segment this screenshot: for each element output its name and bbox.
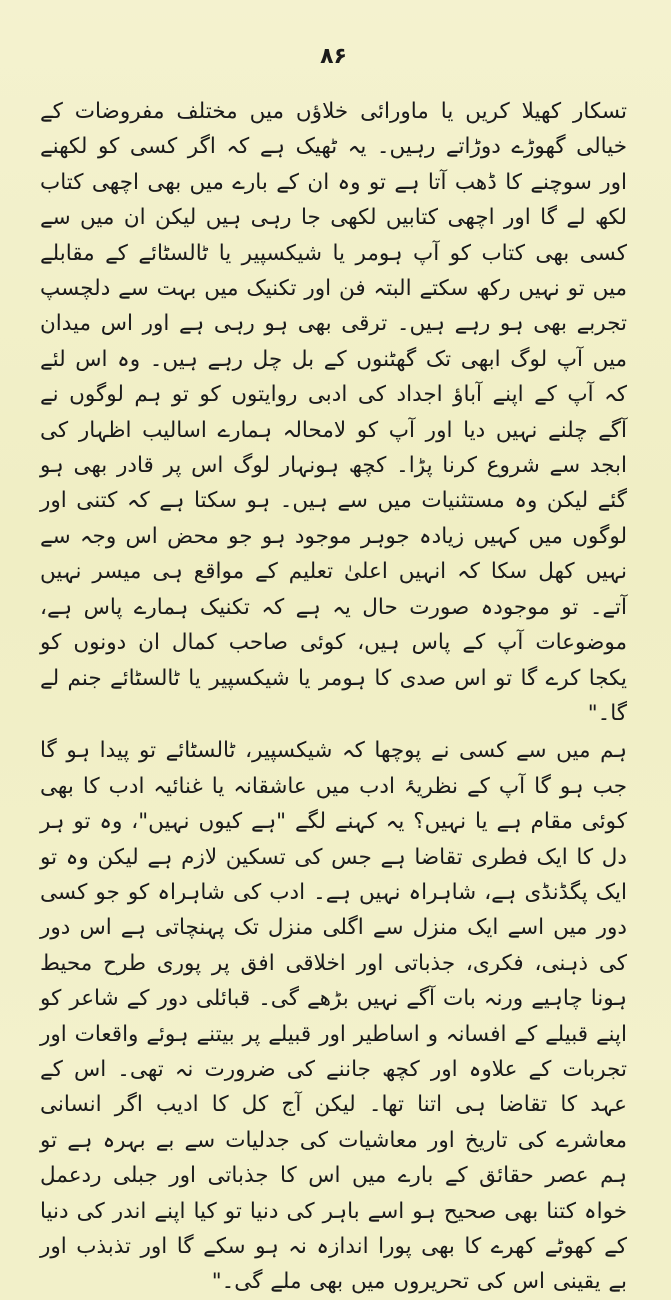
paragraph-2: ہم میں سے کسی نے پوچھا کہ شیکسپیر، ٹالسٹائے تو پیدا ہو گا جب ہو گا آپ کے نظریۂ ادب میں عاشقانہ یا غنائیہ ادب کا بھی کوئی مقام ہے یا نہیں؟ یہ کہنے لگے "ہے کیوں نہیں"، وہ تو ہر دل کا ایک فطری تقاضا ہے جس کی تسکین لازم ہے لیکن وہ تو ایک پگڈنڈی ہے، شاہراہ نہیں ہے۔ ادب کی شاہراہ کو جو کسی دور میں اسے ایک منزل سے اگلی منزل تک پہنچاتی ہے اس دور کی ذہنی، فکری، جذباتی اور اخلاقی افق پر پوری طرح محیط ہونا چاہیے ورنہ بات آگے نہیں بڑھے گی۔ قبائلی دور کے شاعر کو اپنے قبیلے کے افسانہ و اساطیر اور قبیلے پر بیتنے ہوئے واقعات اور تجربات کے علاوہ اور کچھ جاننے کی ضرورت نہ تھی۔ اس کے عہد کا تقاضا ہی اتنا تھا۔ لیکن آج کل کا ادیب اگر انسانی معاشرے کی تاریخ اور معاشیات کی جدلیات سے بے بہرہ ہے تو ہم عصر حقائق کے بارے میں اس کا جذباتی اور جبلی ردعمل خواہ کتنا بھی صحیح ہو اسے باہر کی دنیا تو کیا اپنے اندر کی دنیا کے کھوٹے کھرے کا بھی پورا اندازہ نہ ہو سکے گا اور تذبذب اور بے یقینی اس کی تحریروں میں بھی ملے گی۔" — [40, 738, 627, 1295]
body-text — [40, 94, 627, 1300]
paragraph-1: تسکار کھیلا کریں یا ماورائی خلاؤں میں مختلف مفروضات کے خیالی گھوڑے دوڑاتے رہیں۔ یہ ٹھیک ہے کہ اگر کسی کو لکھنے اور سوچنے کا ڈھب آتا ہے تو وہ ان کے بارے میں بھی اچھی کتاب لکھ لے گا اور اچھی کتابیں لکھی جا رہی ہیں لیکن ان میں سے کسی بھی کتاب کو آپ ہومر یا شیکسپیر یا ٹالسٹائے کے مقابلے میں تو نہیں رکھ سکتے البتہ فن اور تکنیک میں بہت سے دلچسپ تجربے بھی ہو رہے ہیں۔ ترقی بھی ہو رہی ہے اور اس میدان میں آپ لوگ ابھی تک گھٹنوں کے بل چل رہے ہیں۔ وہ اس لئے کہ آپ کے اپنے آباؤ اجداد کی ادبی روایتوں کو تو ہم لوگوں نے آگے چلنے نہیں دیا اور آپ کو لامحالہ ہمارے اسالیب اظہار کی ابجد سے شروع کرنا پڑا۔ کچھ ہونہار لوگ اس پر قادر بھی ہو گئے لیکن وہ مستثنیات میں سے ہیں۔ ہو سکتا ہے کہ کتنی اور لوگوں میں کہیں زیادہ جوہر موجود ہو جو محض اس وجہ سے نہیں کھل سکا کہ انہیں اعلیٰ تعلیم کے مواقع ہی میسر نہیں آتے۔ تو موجودہ صورت حال یہ ہے کہ تکنیک ہمارے پاس ہے، موضوعات آپ کے پاس ہیں، کوئی صاحب کمال ان دونوں کو یکجا کرے گا تو اس صدی کا ہومر یا شیکسپیر یا ٹالسٹائے جنم لے گا۔" — [40, 99, 627, 726]
page-number: ۸۶ — [320, 44, 347, 69]
